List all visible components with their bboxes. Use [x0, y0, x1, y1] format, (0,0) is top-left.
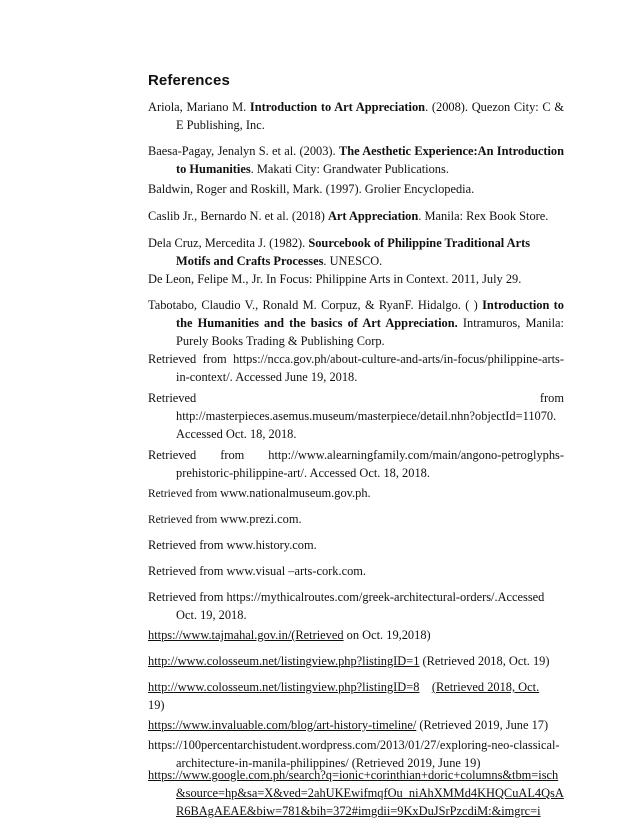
reference-ariola	[148, 98, 564, 134]
reference-google-search	[148, 766, 564, 820]
reference-ncca	[148, 350, 564, 386]
ref-text: Retrieved from https://mythicalroutes.com/greek-architectural-orders/.Accessed Oct. 19, 2018.	[148, 590, 545, 622]
reference-tajmahal	[148, 626, 564, 644]
google-search-link[interactable]: https://www.google.com.ph/search?q=ionic+corinthian+doric+columns&tbm=isch&source=hp&sa=X&ved=2ahUKEwifmqfOu_niAhXMMd4KHQCuAL4QsAR6BAgAEAE&biw=781&bih=372#imgdii=9KxDuJSrPzcdiM:&imgrc=i	[148, 768, 564, 818]
ref-note: 19)	[148, 698, 165, 712]
ref-retrieved-from: Retrieved from	[148, 514, 221, 526]
ref-text: Retrieved from www.history.com.	[148, 538, 317, 552]
ref-note-underlined[interactable]: (Retrieved 2018, Oct.	[431, 680, 540, 694]
ref-title: Introduction to the Humanities and the basics of Art Appreciation.	[176, 298, 564, 330]
reference-masterpieces	[148, 389, 564, 443]
reference-history	[148, 536, 564, 554]
ref-word-from: from	[539, 391, 564, 405]
ref-retrieved-line	[148, 389, 564, 407]
ref-note: on Oct. 19,2018)	[343, 628, 431, 642]
reference-baldwin	[148, 180, 564, 198]
ref-text: De Leon, Felipe M., Jr. In Focus: Philippine Arts in Context. 2011, July 29.	[148, 272, 522, 286]
ref-publisher: . Manila: Rex Book Store.	[418, 209, 549, 223]
ref-text: Retrieved from http://www.alearningfamily.com/main/angono-petroglyphs-prehistoric-philippine-art/. Accessed Oct. 18, 2018.	[148, 448, 564, 480]
ref-publisher: . (2008). Quezon City: C & E Publishing, Inc.	[176, 100, 564, 132]
ref-url: www.nationalmuseum.gov.ph.	[220, 486, 371, 500]
ref-url: www.prezi.com.	[220, 512, 302, 526]
invaluable-link[interactable]: https://www.invaluable.com/blog/art-history-timeline/	[148, 718, 417, 732]
reference-de-leon	[148, 270, 564, 288]
ref-word-retrieved: Retrieved	[148, 391, 197, 405]
ref-publisher: . Makati City: Grandwater Publications.	[250, 162, 449, 176]
ref-author: Baesa-Pagay, Jenalyn S. et al. (2003).	[148, 144, 339, 158]
reference-caslib	[148, 207, 564, 225]
colosseum-link-8[interactable]: http://www.colosseum.net/listingview.php?listingID=8	[148, 680, 420, 694]
reference-prezi	[148, 510, 564, 529]
ref-note: (Retrieved 2019, June 17)	[416, 718, 549, 732]
ref-text: Retrieved from www.visual –arts-cork.com.	[148, 564, 367, 578]
ref-author: Dela Cruz, Mercedita J. (1982).	[148, 236, 309, 250]
reference-colosseum-1	[148, 652, 564, 670]
ref-title: Introduction to Art Appreciation	[249, 100, 426, 114]
reference-dela-cruz	[148, 234, 564, 270]
reference-mythicalroutes	[148, 588, 564, 624]
ref-title: Art Appreciation	[327, 209, 419, 223]
reference-baesa-pagay	[148, 142, 564, 178]
ref-note: (Retrieved 2018, Oct. 19)	[419, 654, 550, 668]
reference-visual-arts-cork	[148, 562, 564, 580]
reference-tabotabo	[148, 296, 564, 350]
ref-publisher: Intramuros, Manila: Purely Books Trading & Publishing Corp.	[176, 316, 565, 348]
tajmahal-link[interactable]: https://www.tajmahal.gov.in/(Retrieved	[148, 628, 344, 642]
colosseum-link-1[interactable]: http://www.colosseum.net/listingview.php?listingID=1	[148, 654, 420, 668]
reference-colosseum-8	[148, 678, 564, 714]
reference-alearningfamily	[148, 446, 564, 482]
ref-text: https://100percentarchistudent.wordpress.com/2013/01/27/exploring-neo-classical-architecture-in-manila-philippines/ (Retrieved 2019, June 19)	[148, 738, 560, 770]
ref-author: Ariola, Mariano M.	[148, 100, 250, 114]
references-heading: References	[148, 72, 230, 89]
ref-title: The Aesthetic Experience:An Introduction to Humanities	[176, 144, 565, 176]
reference-nationalmuseum	[148, 484, 564, 503]
ref-text: Retrieved from https://ncca.gov.ph/about-culture-and-arts/in-focus/philippine-arts-in-context/. Accessed June 19, 2018.	[148, 352, 564, 384]
reference-invaluable	[148, 716, 564, 734]
ref-publisher: . UNESCO.	[323, 254, 383, 268]
ref-retrieved-from: Retrieved from	[148, 488, 221, 500]
ref-text: Baldwin, Roger and Roskill, Mark. (1997). Grolier Encyclopedia.	[148, 182, 475, 196]
ref-author: Caslib Jr., Bernardo N. et al. (2018)	[148, 209, 328, 223]
ref-title: Sourcebook of Philippine Traditional Arts Motifs and Crafts Processes	[176, 236, 531, 268]
ref-text: http://masterpieces.asemus.museum/masterpiece/detail.nhn?objectId=11070. Accessed Oct. 18, 2018.	[176, 409, 557, 441]
ref-author: Tabotabo, Claudio V., Ronald M. Corpuz, & RyanF. Hidalgo. ( )	[148, 298, 483, 312]
